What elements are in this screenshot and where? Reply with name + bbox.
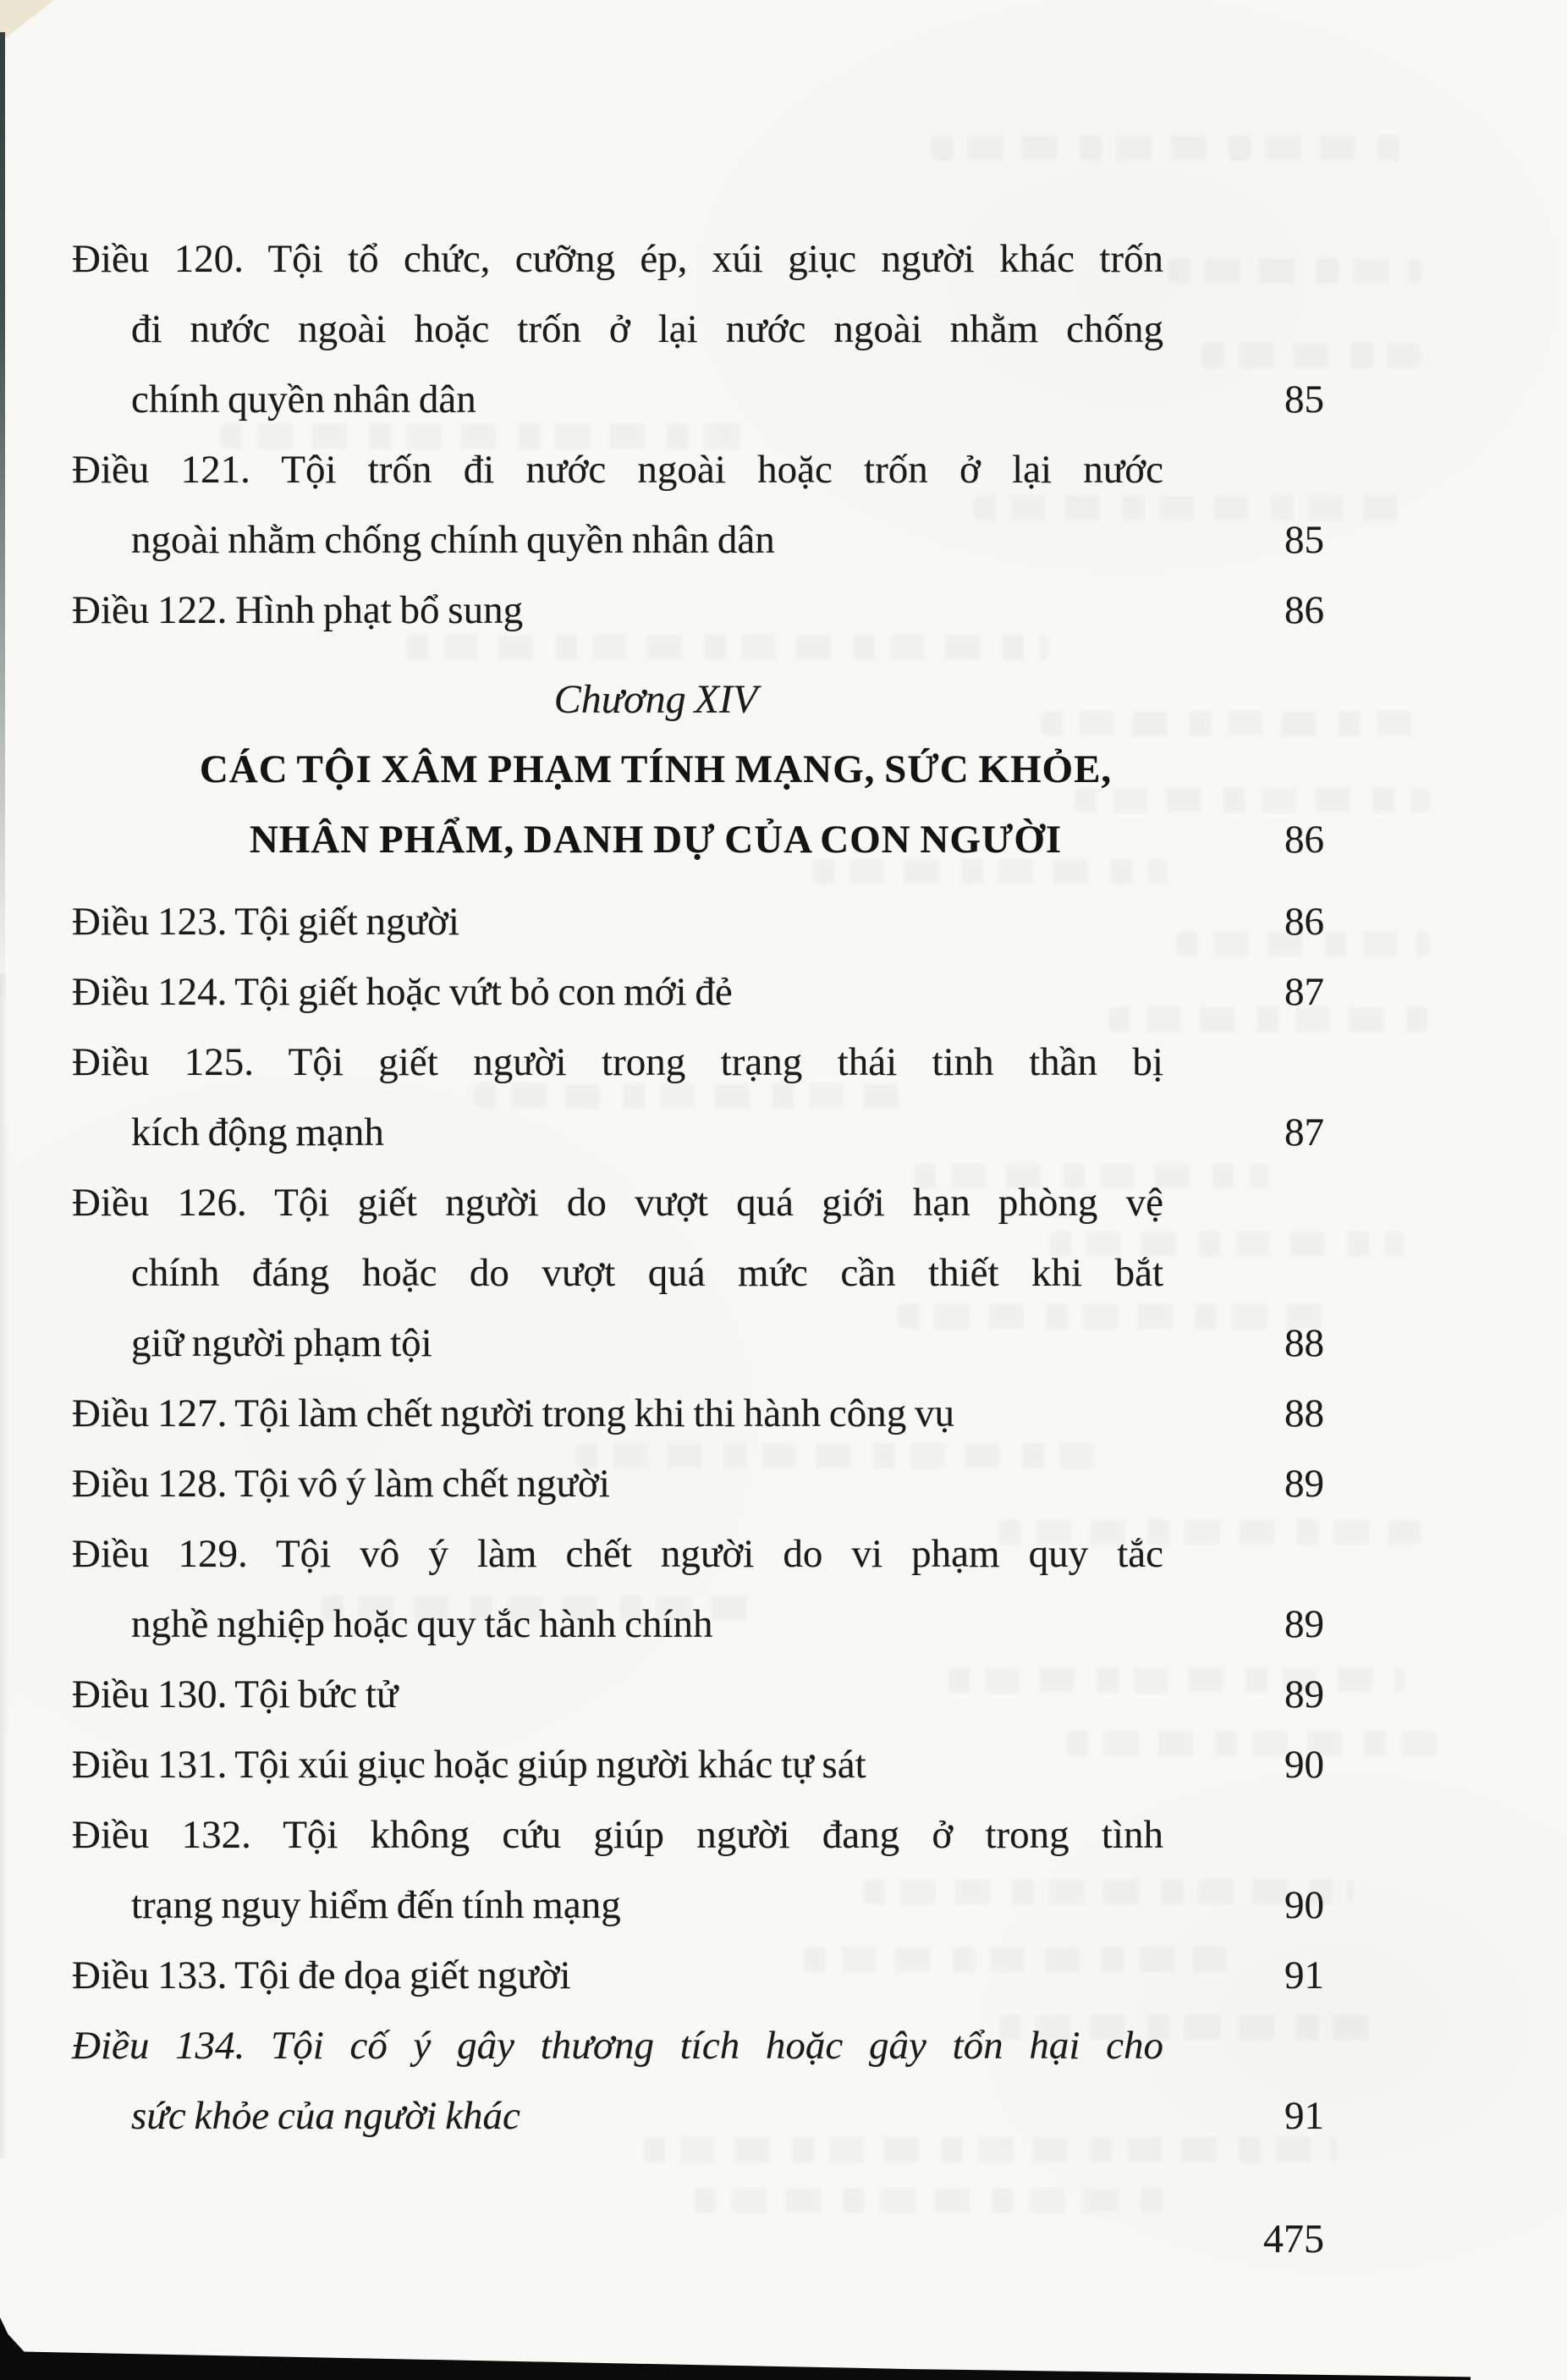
toc-line: Điều 125. Tội giết người trong trạng thái tinh thần bị xyxy=(72,1040,1163,1084)
toc-entry-page-number: 85 xyxy=(1284,377,1324,421)
toc-entry xyxy=(72,1449,1324,1519)
toc-line: Điều 126. Tội giết người do vượt quá giới hạn phòng vệ xyxy=(72,1181,1163,1225)
chapter-title-line: NHÂN PHẨM, DANH DỰ CỦA CON NGƯỜI xyxy=(249,818,1063,862)
toc-entry-page-number: 89 xyxy=(1284,1602,1324,1646)
scan-edge-line xyxy=(0,32,5,1005)
chapter-title-line: CÁC TỘI XÂM PHẠM TÍNH MẠNG, SỨC KHỎE, xyxy=(199,747,1113,791)
toc-entry xyxy=(72,957,1324,1027)
table-of-contents xyxy=(72,224,1324,2151)
toc-line: Điều 129. Tội vô ý làm chết người do vi phạm quy tắc xyxy=(72,1532,1163,1576)
toc-line: ngoài nhằm chống chính quyền nhân dân xyxy=(131,518,775,562)
toc-entry-page-number: 87 xyxy=(1284,1110,1324,1154)
toc-entry xyxy=(72,1168,1324,1379)
toc-entry-page-number: 91 xyxy=(1284,2094,1324,2138)
toc-line: chính đáng hoặc do vượt quá mức cần thiết khi bắt xyxy=(131,1251,1163,1295)
toc-line: Điều 122. Hình phạt bổ sung xyxy=(72,588,524,632)
toc-line: Điều 131. Tội xúi giục hoặc giúp người khác tự sát xyxy=(72,1743,866,1787)
toc-line: Điều 121. Tội trốn đi nước ngoài hoặc trốn ở lại nước xyxy=(72,448,1163,492)
toc-entry-page-number: 89 xyxy=(1284,1672,1324,1716)
toc-entry-page-number: 88 xyxy=(1284,1391,1324,1435)
toc-line: kích động mạnh xyxy=(131,1110,384,1154)
toc-line: Điều 128. Tội vô ý làm chết người xyxy=(72,1462,610,1506)
toc-entry-page-number: 86 xyxy=(1284,900,1324,944)
toc-entry xyxy=(72,1941,1324,2011)
toc-line: Điều 123. Tội giết người xyxy=(72,900,459,944)
toc-entry xyxy=(72,1519,1324,1660)
toc-entry xyxy=(72,1660,1324,1730)
toc-entry xyxy=(72,887,1324,957)
chapter-page-number: 86 xyxy=(1284,818,1324,862)
toc-line: trạng nguy hiểm đến tính mạng xyxy=(131,1883,621,1927)
toc-line: Điều 130. Tội bức tử xyxy=(72,1672,399,1716)
toc-entry xyxy=(72,1027,1324,1168)
toc-entry-page-number: 89 xyxy=(1284,1462,1324,1506)
toc-line: Điều 127. Tội làm chết người trong khi thi hành công vụ xyxy=(72,1391,955,1435)
toc-line: sức khỏe của người khác xyxy=(131,2094,520,2138)
toc-line: đi nước ngoài hoặc trốn ở lại nước ngoài nhằm chống xyxy=(131,307,1163,351)
toc-entry xyxy=(72,1800,1324,1941)
toc-entry-page-number: 91 xyxy=(1284,1953,1324,1997)
toc-entry-page-number: 90 xyxy=(1284,1743,1324,1787)
toc-entry-page-number: 87 xyxy=(1284,970,1324,1014)
toc-entry-page-number: 90 xyxy=(1284,1883,1324,1927)
toc-entry-page-number: 88 xyxy=(1284,1321,1324,1365)
toc-line: chính quyền nhân dân xyxy=(131,377,476,421)
toc-chapter xyxy=(72,664,1324,875)
toc-entry xyxy=(72,224,1324,435)
toc-line: Điều 124. Tội giết hoặc vứt bỏ con mới đẻ xyxy=(72,970,733,1014)
toc-entry xyxy=(72,2011,1324,2151)
scan-edge-shadow xyxy=(0,973,8,2158)
chapter-number-line: Chương XIV xyxy=(553,677,758,722)
toc-line: Điều 120. Tội tổ chức, cưỡng ép, xúi giục người khác trốn xyxy=(72,237,1163,281)
toc-entry xyxy=(72,435,1324,576)
bleed-through-artifact xyxy=(694,2188,1168,2213)
toc-line: Điều 132. Tội không cứu giúp người đang ở trong tình xyxy=(72,1813,1163,1857)
folio-page-number: 475 xyxy=(1263,2217,1324,2262)
toc-line: giữ người phạm tội xyxy=(131,1321,432,1365)
toc-entry xyxy=(72,1730,1324,1800)
toc-entry-page-number: 86 xyxy=(1284,588,1324,632)
toc-entry xyxy=(72,1379,1324,1449)
toc-entry xyxy=(72,576,1324,646)
toc-line: Điều 133. Tội đe dọa giết người xyxy=(72,1953,571,1997)
toc-line: Điều 134. Tội cố ý gây thương tích hoặc gây tổn hại cho xyxy=(72,2024,1163,2068)
bleed-through-artifact xyxy=(931,135,1405,161)
toc-line: nghề nghiệp hoặc quy tắc hành chính xyxy=(131,1602,713,1646)
toc-entry-page-number: 85 xyxy=(1284,518,1324,562)
